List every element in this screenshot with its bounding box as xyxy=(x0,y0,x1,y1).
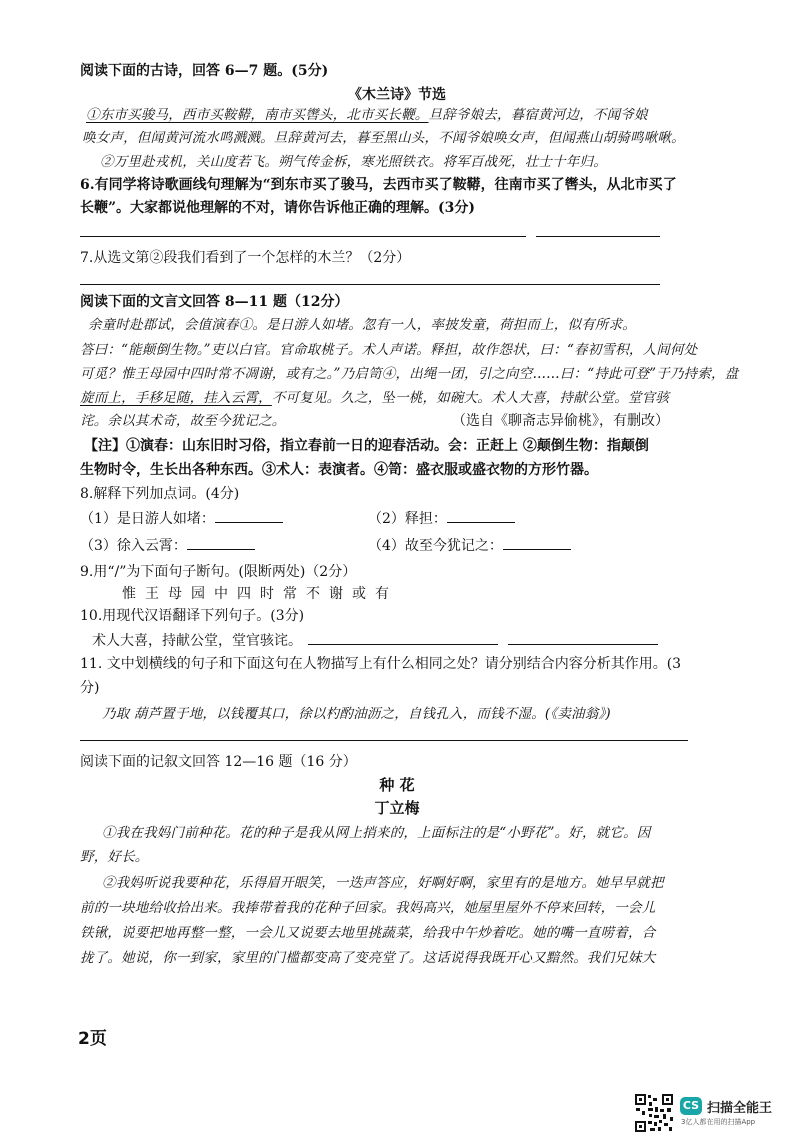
question-10-sentence: 术人大喜，持献公堂，堂官骇诧。 xyxy=(92,630,658,651)
question-9-sentence: 惟王母园中四时常不谢或有 xyxy=(122,586,398,602)
qr-code-icon xyxy=(634,1093,674,1133)
blank-10a[interactable] xyxy=(308,630,498,645)
app-name: 扫描全能王 xyxy=(707,1101,773,1116)
poem-title: 《木兰诗》节选 xyxy=(348,87,446,103)
question-8-1: （1）是日游人如堵： xyxy=(80,508,283,529)
camscanner-logo-icon: CS xyxy=(680,1097,702,1115)
classical-text-line2: 答曰：“能颠倒生物。”吏以白官。官命取桃子。术人声诺。释担，故作怨状，曰：“春初雪积，人间何处 xyxy=(80,342,698,358)
classical-text-line4: 旋而上，手移足随，挂入云霄，不可复见。久之，坠一桃，如碗大。术人大喜，持献公堂。堂官骇 xyxy=(80,390,670,406)
essay-p1-line2: 野，好长。 xyxy=(80,849,149,865)
essay-p2-line2: 前的一块地给收拾出来。我捧带着我的花种子回家。我妈高兴，她屋里屋外不停来回转，一会儿 xyxy=(80,900,656,916)
poem-para1-line2: 唤女声，但闻黄河流水鸣溅溅。旦辞黄河去，暮至黑山头，不闻爷娘唤女声，但闻燕山胡骑鸣啾啾。 xyxy=(82,130,685,146)
question-11-line1: 11. 文中划横线的句子和下面这句在人物描写上有什么相同之处？请分别结合内容分析其作用。(3 xyxy=(80,656,682,672)
question-8: 8.解释下列加点词。(4分) xyxy=(80,486,240,502)
question-9: 9.用“/”为下面句子断句。(限断两处)（2分） xyxy=(80,564,357,580)
classical-text-line1: 余童时赴郡试，会值演春①。是日游人如堵。忽有一人，率披发童，荷担而上，似有所求。 xyxy=(88,317,636,333)
note-line1: 【注】①演春：山东旧时习俗，指立春前一日的迎春活动。会：正赶上 ②颠倒生物：指颠倒 xyxy=(84,438,649,454)
classical-text-line5: 诧。余以其术奇，故至今犹记之。 xyxy=(80,413,286,429)
blank-8-2[interactable] xyxy=(447,508,515,523)
note-line2: 生物时令，生长出各种东西。③术人：表演者。④笥：盛衣服或盛衣物的方形竹器。 xyxy=(80,462,598,478)
essay-p2-line3: 铁锹，说要把地再整一整，一会儿又说要去地里挑蔬菜，给我中午炒着吃。她的嘴一直唠着，合 xyxy=(80,925,656,941)
question-11-line2: 分) xyxy=(80,680,100,696)
section2-instruction: 阅读下面的文言文回答 8—11 题（12分） xyxy=(80,294,349,310)
answer-line xyxy=(536,236,660,237)
essay-p2-line1: ②我妈听说我要种花，乐得眉开眼笑，一迭声答应，好啊好啊，家里有的是地方。她早早就把 xyxy=(102,875,664,891)
blank-8-4[interactable] xyxy=(503,535,571,550)
question-8-3: （3）徐入云霄： xyxy=(80,535,255,556)
poem-para1-line1: ①东市买骏马，西市买鞍鞯，南市买辔头，北市买长鞭。旦辞爷娘去，暮宿黄河边，不闻爷娘 xyxy=(86,107,648,123)
essay-title: 种 花 xyxy=(379,776,415,794)
question-8-2: （2）释担： xyxy=(368,508,515,529)
classical-text-line3: 可觅？惟王母园中四时常不凋谢，或有之。”乃启笥④，出绳一团，引之向空……曰：“持此可登”于乃持索，盘 xyxy=(80,366,739,382)
essay-p1-line1: ①我在我妈门前种花。花的种子是我从网上捎来的，上面标注的是“小野花”。好，就它。因 xyxy=(102,825,651,841)
blank-10b[interactable] xyxy=(508,630,658,645)
poem-para2: ②万里赴戎机，关山度若飞。朔气传金柝，寒光照铁衣。将军百战死，壮士十年归。 xyxy=(100,154,607,170)
answer-line xyxy=(80,284,660,285)
question-6-line2: 长鞭”。大家都说他理解的不对，请你告诉他正确的理解。(3分) xyxy=(80,200,476,216)
question-6-line1: 6.有同学将诗歌画线句理解为“到东市买了骏马，去西市买了鞍鞯，往南市买了辔头，从北市买了 xyxy=(80,177,677,193)
essay-p2-line4: 拢了。她说，你一到家，家里的门槛都变高了变亮堂了。这话说得我既开心又黯然。我们兄妹大 xyxy=(80,950,656,966)
source-citation: （选自《聊斋志异偷桃》，有删改） xyxy=(452,413,669,429)
answer-line xyxy=(80,236,526,237)
blank-8-3[interactable] xyxy=(187,535,255,550)
underlined-sentence: ①东市买骏马，西市买鞍鞯，南市买辔头，北市买长鞭。 xyxy=(86,107,429,123)
question-8-4: （4）故至今犹记之： xyxy=(368,535,571,556)
essay-author: 丁立梅 xyxy=(374,799,420,817)
question-10: 10.用现代汉语翻译下列句子。(3分) xyxy=(80,608,305,624)
blank-8-1[interactable] xyxy=(215,508,283,523)
underlined-sentence: 旋而上，手移足随，挂入云霄， xyxy=(80,390,272,406)
question-7: 7.从选文第②段我们看到了一个怎样的木兰？（2分） xyxy=(80,250,411,266)
question-11-quote: 乃取 葫芦置于地，以钱覆其口，徐以杓酌油沥之，自钱孔入，而钱不湿。(《卖油翁》) xyxy=(102,706,611,722)
section3-instruction: 阅读下面的记叙文回答 12—16 题（16 分） xyxy=(80,754,357,770)
answer-line xyxy=(80,740,688,741)
page-number: 2页 xyxy=(78,1029,107,1049)
section1-instruction: 阅读下面的古诗，回答 6—7 题。(5分) xyxy=(80,63,329,79)
app-tagline: 3亿人都在用的扫描App xyxy=(681,1118,756,1126)
